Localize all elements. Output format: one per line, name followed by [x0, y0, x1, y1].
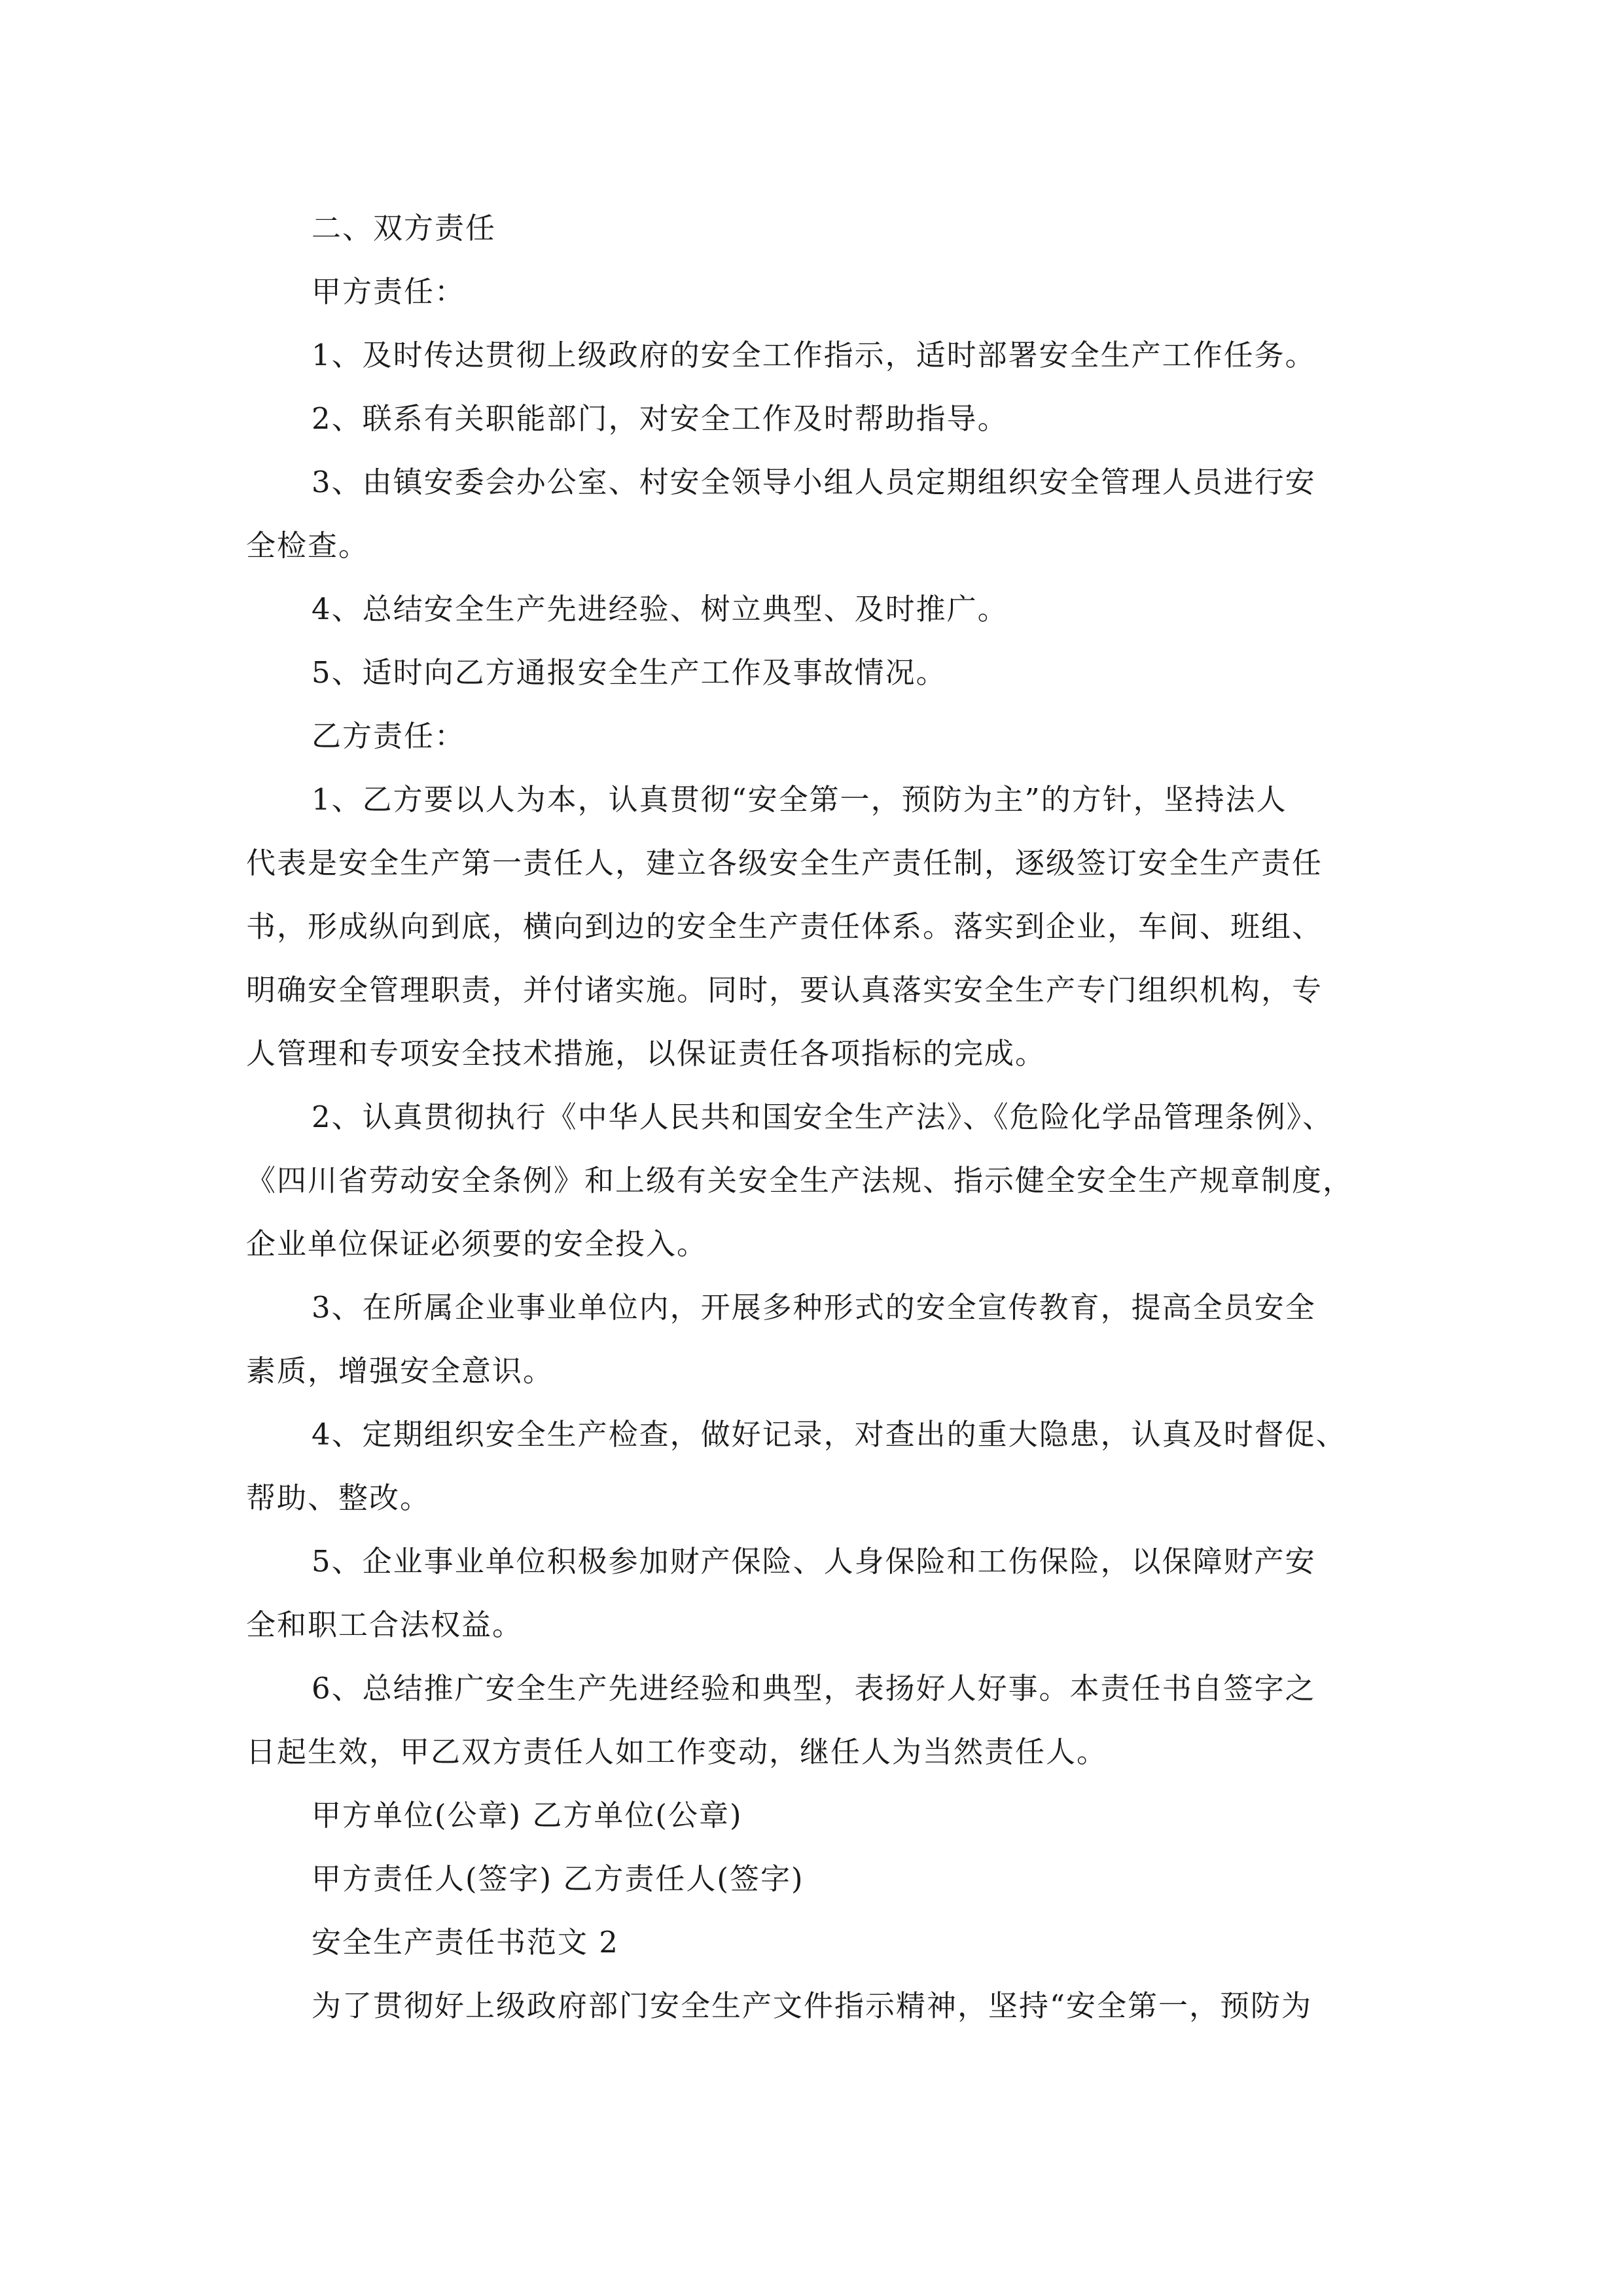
paragraph-line: 全和职工合法权益。: [246, 1607, 524, 1642]
paragraph-line: 企业单位保证必须要的安全投入。: [246, 1227, 708, 1261]
paragraph-line: 2、联系有关职能部门，对安全工作及时帮助指导。: [312, 401, 1008, 436]
paragraph-line: 3、在所属企业事业单位内，开展多种形式的安全宣传教育，提高全员安全: [312, 1290, 1316, 1325]
paragraph-line: 6、总结推广安全生产先进经验和典型，表扬好人好事。本责任书自签字之: [312, 1671, 1316, 1706]
section-heading: 二、双方责任: [312, 211, 497, 245]
paragraph-line: 帮助、整改。: [246, 1480, 431, 1515]
paragraph-line: 3、由镇安委会办公室、村安全领导小组人员定期组织安全管理人员进行安: [312, 465, 1316, 499]
document-body: [246, 196, 1378, 2037]
paragraph-line: 人管理和专项安全技术措施，以保证责任各项指标的完成。: [246, 1036, 1046, 1071]
signature-line: 甲方责任人(签字) 乙方责任人(签字): [312, 1861, 804, 1896]
paragraph-line: 《四川省劳动安全条例》和上级有关安全生产法规、指示健全安全生产规章制度，: [246, 1163, 1354, 1198]
paragraph-line: 5、企业事业单位积极参加财产保险、人身保险和工伤保险，以保障财产安: [312, 1544, 1316, 1579]
paragraph-line: 1、乙方要以人为本，认真贯彻“安全第一，预防为主”的方针，坚持法人: [312, 782, 1287, 817]
party-a-heading: 甲方责任：: [312, 274, 466, 309]
paragraph-line: 全检查。: [246, 528, 370, 563]
paragraph-line: 2、认真贯彻执行《中华人民共和国安全生产法》、《危险化学品管理条例》、: [312, 1100, 1334, 1134]
party-b-heading: 乙方责任：: [312, 719, 466, 753]
seal-line: 甲方单位(公章) 乙方单位(公章): [312, 1798, 743, 1833]
paragraph-line: 明确安全管理职责，并付诸实施。同时，要认真落实安全生产专门组织机构，专: [246, 973, 1323, 1007]
sample-title: 安全生产责任书范文 2: [312, 1925, 619, 1960]
paragraph-line: 4、定期组织安全生产检查，做好记录，对查出的重大隐患，认真及时督促、: [312, 1417, 1347, 1452]
paragraph-line: 1、及时传达贯彻上级政府的安全工作指示，适时部署安全生产工作任务。: [312, 338, 1316, 372]
paragraph-line: 日起生效，甲乙双方责任人如工作变动，继任人为当然责任人。: [246, 1734, 1108, 1769]
paragraph-line: 5、适时向乙方通报安全生产工作及事故情况。: [312, 655, 947, 690]
paragraph-line: 4、总结安全生产先进经验、树立典型、及时推广。: [312, 592, 1008, 626]
paragraph-line: 为了贯彻好上级政府部门安全生产文件指示精神，坚持“安全第一，预防为: [312, 1988, 1313, 2023]
paragraph-line: 素质，增强安全意识。: [246, 1354, 554, 1388]
paragraph-line: 书，形成纵向到底，横向到边的安全生产责任体系。落实到企业，车间、班组、: [246, 909, 1323, 944]
paragraph-line: 代表是安全生产第一责任人，建立各级安全生产责任制，逐级签订安全生产责任: [246, 846, 1323, 880]
